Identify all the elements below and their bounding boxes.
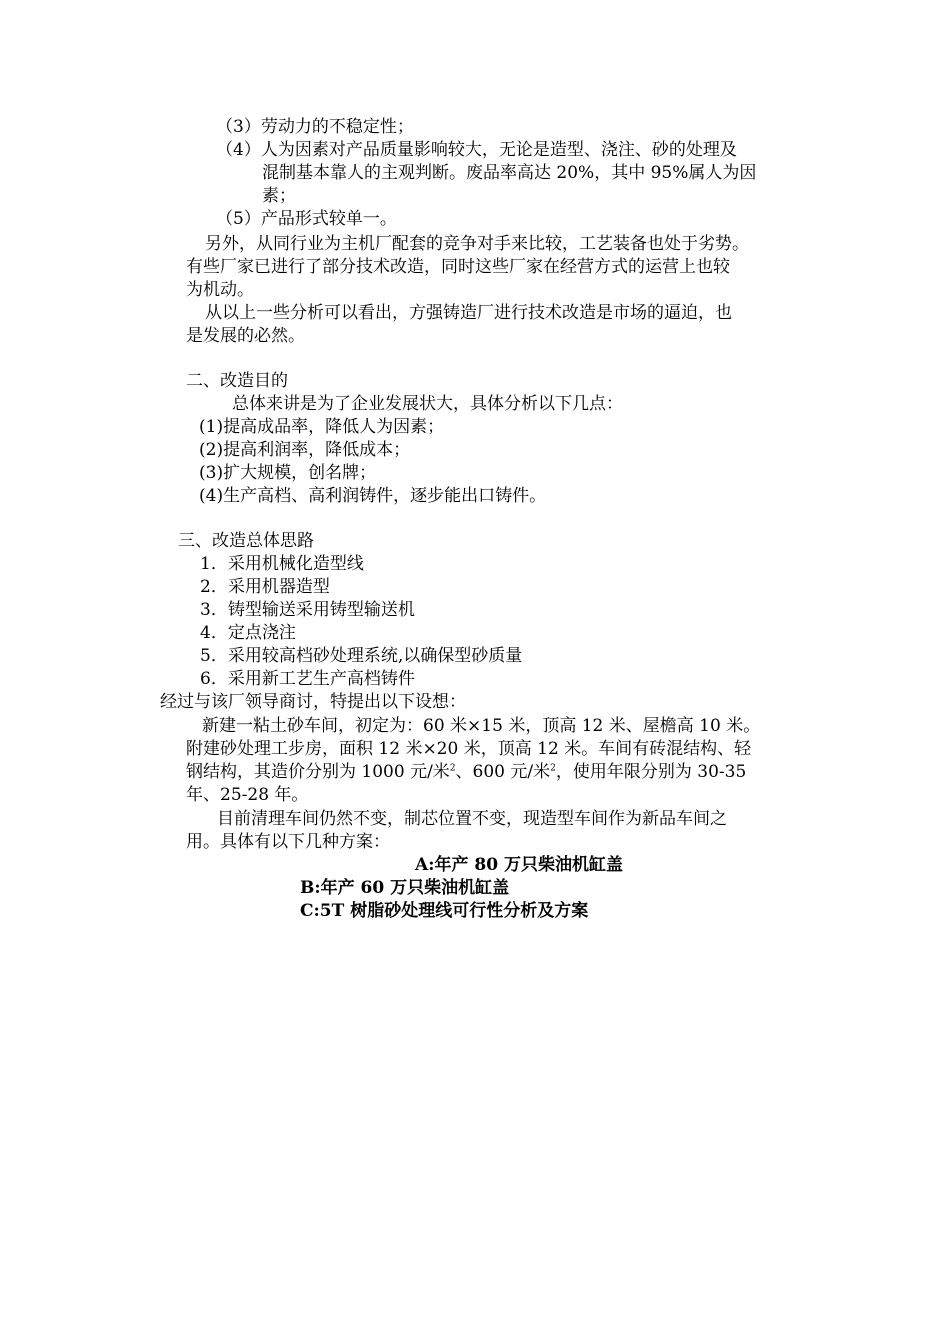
section2-item-4: (4)生产高档、高利润铸件，逐步能出口铸件。 xyxy=(199,486,547,506)
list-item-4-line1: （4）人为因素对产品质量影响较大，无论是造型、浇注、砂的处理及 xyxy=(216,140,737,160)
section3-item-4: 4．定点浇注 xyxy=(200,623,296,643)
section3-item-5: 5．采用较高档砂处理系统,以确保型砂质量 xyxy=(200,646,523,666)
section3-item-2: 2．采用机器造型 xyxy=(200,577,330,597)
cost-text-a: 钢结构，其造价分别为 1000 元/米 xyxy=(186,762,450,782)
para-current-line1: 目前清理车间仍然不变，制芯位置不变，现造型车间作为新品车间之 xyxy=(217,809,727,829)
section2-intro: 总体来讲是为了企业发展状大，具体分析以下几点： xyxy=(232,394,623,414)
para-new-workshop-line4: 年、25-28 年。 xyxy=(186,785,309,805)
section2-item-2: (2)提高利润率，降低成本； xyxy=(199,440,411,460)
para-competition-line3: 为机动。 xyxy=(186,280,254,300)
para-plan-intro: 经过与该厂领导商讨，特提出以下设想： xyxy=(160,692,466,712)
para-new-workshop-line3 xyxy=(186,761,746,784)
para-current-line2: 用。具体有以下几种方案： xyxy=(186,832,390,852)
section2-item-1: (1)提高成品率，降低人为因素； xyxy=(199,417,445,437)
list-item-3: （3）劳动力的不稳定性； xyxy=(216,117,414,137)
para-conclusion-line2: 是发展的必然。 xyxy=(186,326,305,346)
superscript-square-1: 2 xyxy=(449,763,456,774)
superscript-square-2: 2 xyxy=(550,763,556,774)
para-new-workshop-line2: 附建砂处理工步房，面积 12 米×20 米，顶高 12 米。车间有砖混结构、轻 xyxy=(186,739,752,759)
scheme-a: A:年产 80 万只柴油机缸盖 xyxy=(415,855,623,875)
para-new-workshop-line1: 新建一粘土砂车间，初定为：60 米×15 米，顶高 12 米、屋檐高 10 米。 xyxy=(202,716,761,736)
para-competition-line1: 另外，从同行业为主机厂配套的竞争对手来比较，工艺装备也处于劣势。 xyxy=(205,234,749,254)
list-item-4-line2: 混制基本靠人的主观判断。废品率高达 20%，其中 95%属人为因 xyxy=(262,163,757,183)
section-heading-3: 三、改造总体思路 xyxy=(178,531,314,551)
section3-item-1: 1．采用机械化造型线 xyxy=(200,554,364,574)
section3-item-3: 3．铸型输送采用铸型输送机 xyxy=(200,600,415,620)
scheme-c: C:5T 树脂砂处理线可行性分析及方案 xyxy=(300,901,589,921)
cost-text-b: 、600 元/米 xyxy=(455,762,551,782)
section3-item-6: 6．采用新工艺生产高档铸件 xyxy=(200,669,415,689)
para-conclusion-line1: 从以上一些分析可以看出，方强铸造厂进行技术改造是市场的逼迫，也 xyxy=(205,303,732,323)
cost-text-c: ，使用年限分别为 30-35 xyxy=(555,762,747,782)
list-item-4-line3: 素； xyxy=(262,186,296,206)
para-competition-line2: 有些厂家已进行了部分技术改造，同时这些厂家在经营方式的运营上也较 xyxy=(186,257,730,277)
section-heading-2: 二、改造目的 xyxy=(186,371,288,391)
section2-item-3: (3)扩大规模，创名牌； xyxy=(199,463,377,483)
list-item-5: （5）产品形式较单一。 xyxy=(216,209,397,229)
scheme-b: B:年产 60 万只柴油机缸盖 xyxy=(300,878,510,898)
